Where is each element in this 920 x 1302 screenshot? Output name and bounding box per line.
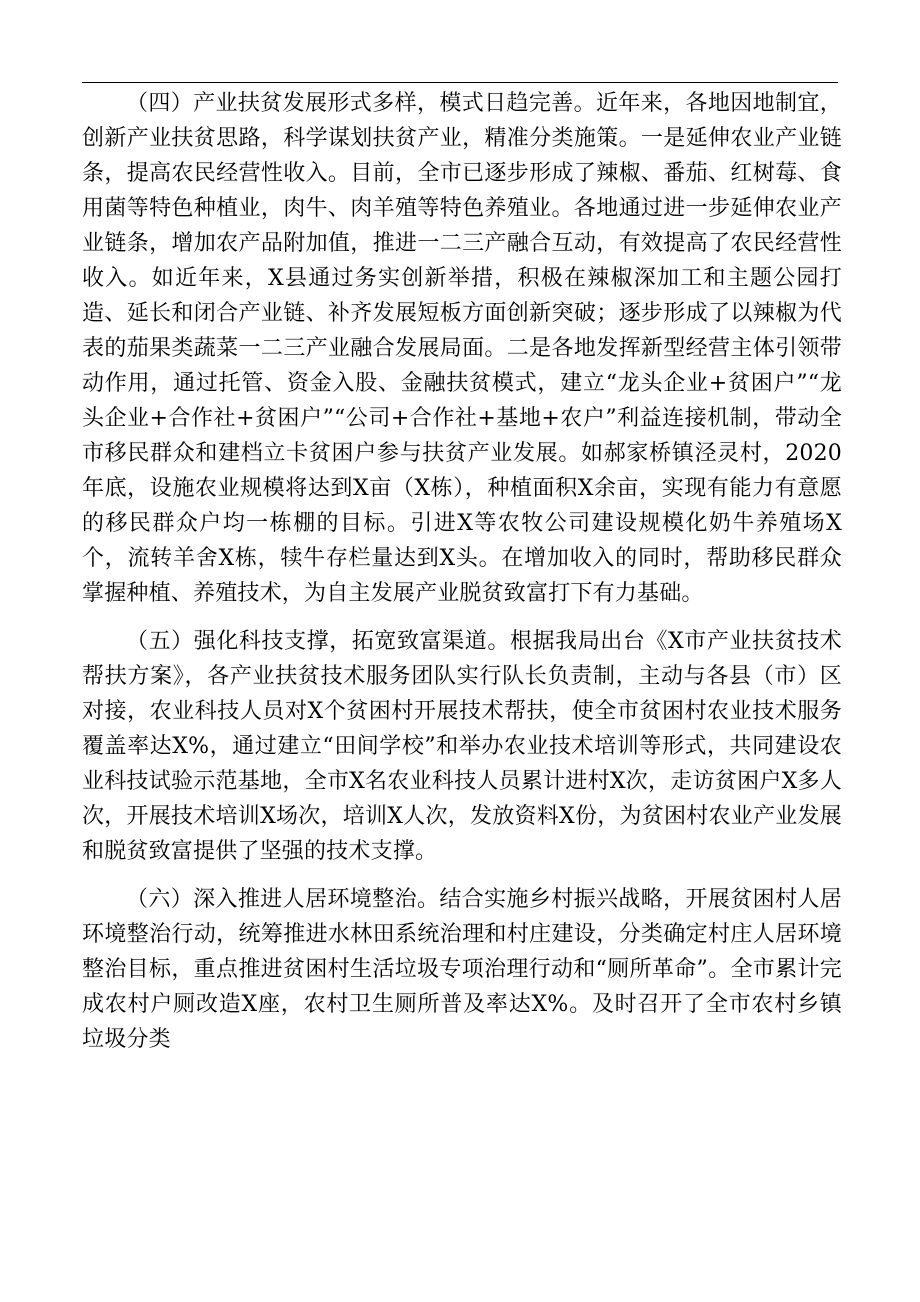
- paragraph-living-environment: （六）深入推进人居环境整治。结合实施乡村振兴战略，开展贫困村人居环境整治行动，统筹推进水林田系统治理和村庄建设，分类确定村庄人居环境整治目标，重点推进贫困村生活垃圾专项治理行动和“厕所革命”。全市累计完成农村户厕改造X座，农村卫生厕所普及率达X%。及时召开了全市农村乡镇垃圾分类: [82, 887, 842, 1052]
- paragraph-industry-poverty-alleviation: （四）产业扶贫发展形式多样，模式日趋完善。近年来，各地因地制宜，创新产业扶贫思路，科学谋划扶贫产业，精准分类施策。一是延伸农业产业链条，提高农民经营性收入。目前，全市已逐步形成了辣椒、番茄、红树莓、食用菌等特色种植业，肉牛、肉羊殖等特色养殖业。各地通过进一步延伸农业产业链条，增加农产品附加值，推进一二三产融合互动，有效提高了农民经营性收入。如近年来，X县通过务实创新举措，积极在辣椒深加工和主题公园打造、延长和闭合产业链、补齐发展短板方面创新突破；逐步形成了以辣椒为代表的茄果类蔬菜一二三产业融合发展局面。二是各地发挥新型经营主体引领带动作用，通过托管、资金入股、金融扶贫模式，建立“龙头企业+贫困户”“龙头企业+合作社+贫困户”“公司+合作社+基地+农户”利益连接机制，带动全市移民群众和建档立卡贫困户参与扶贫产业发展。如郝家桥镇泾灵村，2020年底，设施农业规模将达到X亩（X栋），种植面积X余亩，实现有能力有意愿的移民群众户均一栋棚的目标。引进X等农牧公司建设规模化奶牛养殖场X个，流转羊舍X栋，犊牛存栏量达到X头。在增加收入的同时，帮助移民群众掌握种植、养殖技术，为自主发展产业脱贫致富打下有力基础。: [82, 91, 842, 606]
- header-rule: [82, 82, 838, 83]
- document-body: [82, 86, 842, 1070]
- paragraph-technology-support: （五）强化科技支撑，拓宽致富渠道。根据我局出台《X市产业扶贫技术帮扶方案》，各产业扶贫技术服务团队实行队长负责制，主动与各县（市）区对接，农业科技人员对X个贫困村开展技术帮扶，使全市贫困村农业技术服务覆盖率达X%，通过建立“田间学校”和举办农业技术培训等形式，共同建设农业科技试验示范基地，全市X名农业科技人员累计进村X次，走访贫困户X多人次，开展技术培训X场次，培训X人次，发放资料X份，为贫困村农业产业发展和脱贫致富提供了坚强的技术支撑。: [82, 629, 842, 864]
